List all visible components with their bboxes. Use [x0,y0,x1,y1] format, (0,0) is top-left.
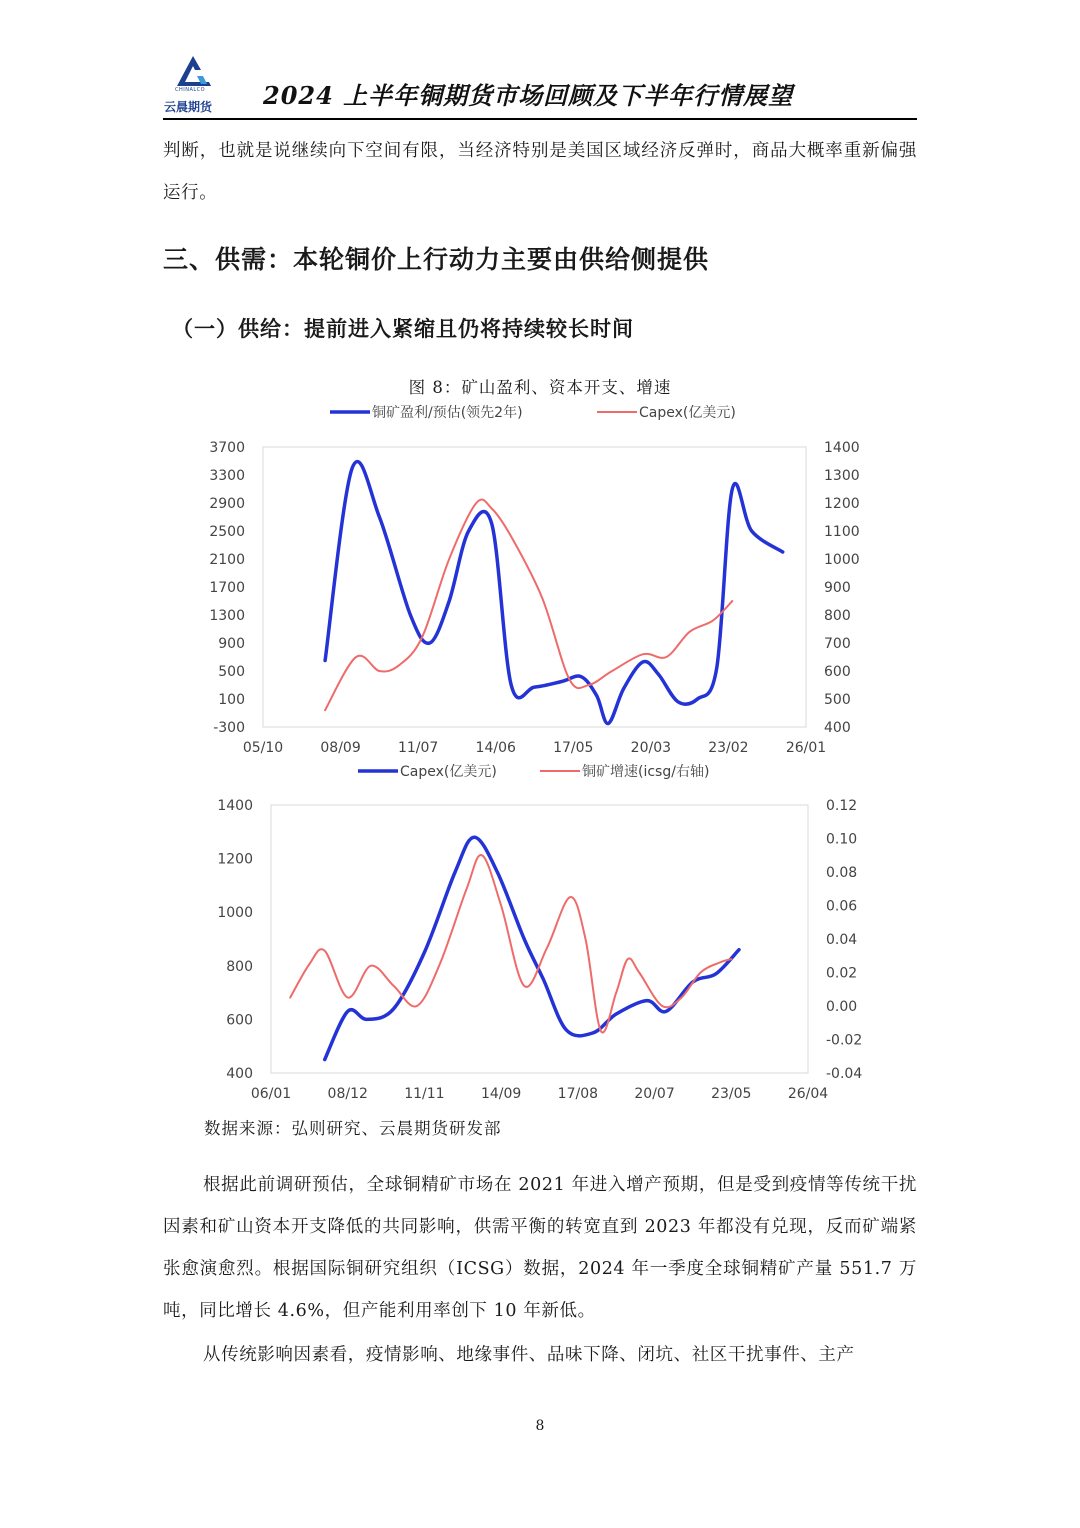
y-right-tick-label: 900 [824,580,851,596]
legend-label-2: 铜矿增速(icsg/右轴) [582,764,710,780]
y-right-tick-label: 1000 [824,552,860,568]
y-right-tick-label: 500 [824,692,851,708]
y-left-tick-label: 1200 [217,851,253,868]
page-number: 8 [535,1418,545,1434]
y-right-tick-label: 1200 [824,496,860,512]
x-tick-label: 26/04 [787,1086,829,1102]
x-tick-label: 20/03 [630,740,672,756]
y-right-tick-label: 0.00 [826,999,858,1015]
subsection-heading: （一）供给：提前进入紧缩且仍将持续较长时间 [172,317,634,341]
y-left-tick-label: 2900 [209,496,245,512]
series-line-2 [290,855,731,1033]
y-left-tick-label: 2500 [209,524,245,540]
y-left-tick-label: -300 [213,720,245,736]
y-left-tick-label: 100 [218,692,245,708]
y-right-tick-label: 0.02 [826,965,858,982]
x-tick-label: 06/01 [250,1086,292,1102]
paragraph-continued: 判断，也就是说继续向下空间有限，当经济特别是美国区域经济反弹时，商品大概率重新偏强运行。 [163,141,917,203]
y-left-tick-label: 3300 [209,468,245,484]
x-tick-label: 26/01 [785,740,827,756]
paragraph-factors: 从传统影响因素看，疫情影响、地缘事件、品味下降、闭坑、社区干扰事件、主产 [203,1345,855,1365]
y-left-tick-label: 1000 [217,905,253,922]
y-right-tick-label: 0.12 [826,798,858,814]
logo-chinese-text: 云晨期货 [164,100,213,114]
data-source-note: 数据来源：弘则研究、云晨期货研发部 [204,1119,502,1138]
x-tick-label: 08/12 [327,1086,368,1102]
logo-english-text: CHINALCO [175,87,206,93]
y-right-tick-label: 0.08 [826,865,858,881]
x-tick-label: 17/08 [557,1086,599,1102]
legend-label-2: Capex(亿美元) [639,405,736,421]
x-tick-label: 11/11 [404,1086,445,1102]
y-right-tick-label: 0.04 [826,932,858,948]
paragraph-icsg: 根据此前调研预估，全球铜精矿市场在 2021 年进入增产预期，但是受到疫情等传统干扰因素和矿山资本开支降低的共同影响，供需平衡的转宽直到 2023 年都没有兑现，反而矿端紧张愈演愈烈。根据国际铜研究组织（ICSG）数据，2024 年一季度全球铜精矿产量 551.7 万吨，同比增长 4.6%，但产能利用率创下 10 年新低。 [163,1175,917,1321]
y-left-tick-label: 900 [218,636,245,652]
legend-label-1: 铜矿盈利/预估(领先2年) [372,405,523,421]
y-right-tick-label: 400 [824,720,851,736]
report-title: 2024 上半年铜期货市场回顾及下半年行情展望 [263,81,794,110]
y-right-tick-label: 1300 [824,468,860,484]
y-left-tick-label: 3700 [209,440,245,456]
x-tick-label: 14/06 [475,740,516,756]
y-left-tick-label: 800 [226,958,253,975]
y-left-tick-label: 1300 [209,608,245,624]
y-right-tick-label: -0.02 [826,1032,863,1049]
y-left-tick-label: 2100 [209,552,245,568]
section-heading: 三、供需：本轮铜价上行动力主要由供给侧提供 [163,245,710,274]
series-line-1 [325,837,739,1059]
y-right-tick-label: 800 [824,608,851,624]
y-right-tick-label: 600 [824,664,851,680]
x-tick-label: 20/07 [634,1086,675,1102]
y-right-tick-label: 1100 [824,524,860,540]
y-left-tick-label: 400 [226,1066,253,1082]
x-tick-label: 05/10 [242,740,284,756]
y-left-tick-label: 500 [218,664,245,680]
x-tick-label: 11/07 [397,740,439,756]
x-tick-label: 08/09 [320,740,361,756]
y-left-tick-label: 1700 [209,580,245,596]
x-tick-label: 23/05 [711,1086,752,1102]
y-right-tick-label: 1400 [824,440,860,456]
y-right-tick-label: 0.10 [826,831,858,848]
y-right-tick-label: 700 [824,636,851,652]
x-tick-label: 23/02 [708,740,749,756]
figure-title: 图 8：矿山盈利、资本开支、增速 [408,378,672,397]
y-right-tick-label: 0.06 [826,898,858,915]
plot-frame [271,805,808,1073]
x-tick-label: 17/05 [553,740,594,756]
x-tick-label: 14/09 [480,1086,522,1102]
y-left-tick-label: 1400 [217,798,253,814]
y-left-tick-label: 600 [226,1012,253,1029]
y-right-tick-label: -0.04 [826,1066,863,1082]
legend-label-1: Capex(亿美元) [400,764,497,780]
